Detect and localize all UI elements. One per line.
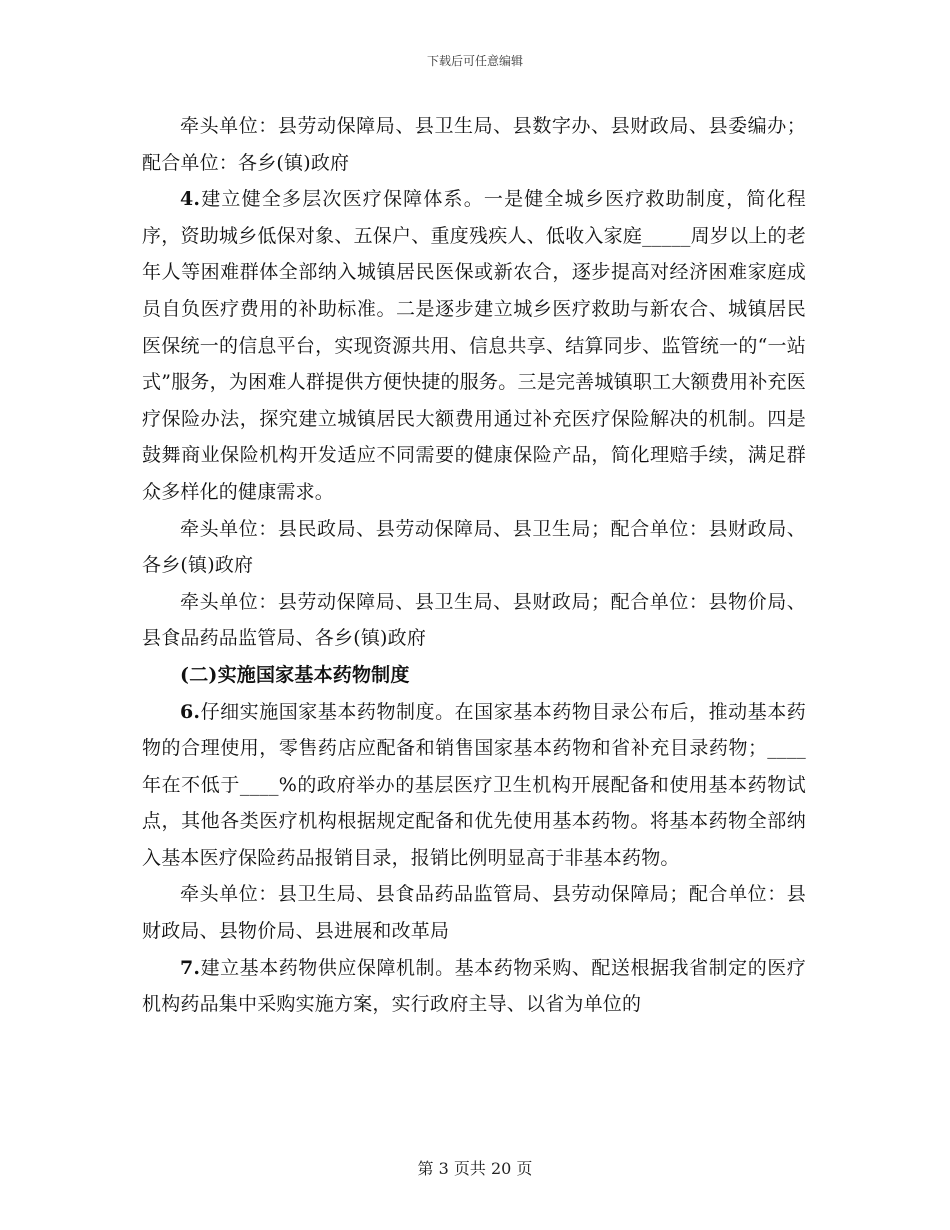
paragraph-item-4 xyxy=(142,181,806,510)
section-heading xyxy=(142,657,806,694)
document-body xyxy=(142,108,806,1023)
paragraph-text: 建立健全多层次医疗保障体系。一是健全城乡医疗救助制度，简化程序，资助城乡低保对象、五保户、重度残疾人、低收入家庭_____周岁以上的老年人等困难群体全部纳入城镇居民医保或新农合，逐步提高对经济困难家庭成员自负医疗费用的补助标准。二是逐步建立城乡医疗救助与新农合、城镇居民医保统一的信息平台，实现资源共用、信息共享、结算同步、监管统一的“一站式”服务，为困难人群提供方便快捷的服务。三是完善城镇职工大额费用补充医疗保险办法，探究建立城镇居民大额费用通过补充医疗保险解决的机制。四是鼓舞商业保险机构开发适应不同需要的健康保险产品，简化理赔手续，满足群众多样化的健康需求。 xyxy=(142,188,806,503)
page-header: 下载后可任意编辑 xyxy=(426,54,523,68)
item-number: 6. xyxy=(180,700,201,723)
paragraph-text: 牵头单位：县劳动保障局、县卫生局、县数字办、县财政局、县委编办；配合单位：各乡(镇)政府 xyxy=(142,115,806,174)
paragraph-lead-units-3 xyxy=(142,584,806,657)
paragraph-text: 牵头单位：县劳动保障局、县卫生局、县财政局；配合单位：县物价局、县食品药品监管局、各乡(镇)政府 xyxy=(142,590,806,650)
paragraph-text: 建立基本药物供应保障机制。基本药物采购、配送根据我省制定的医疗机构药品集中采购实施方案，实行政府主导、以省为单位的 xyxy=(142,956,806,1016)
paragraph-item-6 xyxy=(142,694,806,877)
paragraph-lead-units-1 xyxy=(142,108,806,181)
paragraph-lead-units-4 xyxy=(142,876,806,949)
paragraph-lead-units-2 xyxy=(142,511,806,584)
paragraph-text: 仔细实施国家基本药物制度。在国家基本药物目录公布后，推动基本药物的合理使用，零售药店应配备和销售国家基本药物和省补充目录药物；____年在不低于____%的政府举办的基层医疗卫生机构开展配备和使用基本药物试点，其他各类医疗机构根据规定配备和优先使用基本药物。将基本药物全部纳入基本医疗保险药品报销目录，报销比例明显高于非基本药物。 xyxy=(142,700,806,869)
paragraph-item-7 xyxy=(142,950,806,1023)
page-footer: 第 3 页共 20 页 xyxy=(417,1159,533,1178)
item-number: 4. xyxy=(180,188,201,211)
paragraph-text: 牵头单位：县民政局、县劳动保障局、县卫生局；配合单位：县财政局、各乡(镇)政府 xyxy=(142,517,806,577)
item-number: 7. xyxy=(180,956,201,979)
heading-text: (二)实施国家基本药物制度 xyxy=(180,663,410,686)
paragraph-text: 牵头单位：县卫生局、县食品药品监管局、县劳动保障局；配合单位：县财政局、县物价局、县进展和改革局 xyxy=(142,883,806,943)
